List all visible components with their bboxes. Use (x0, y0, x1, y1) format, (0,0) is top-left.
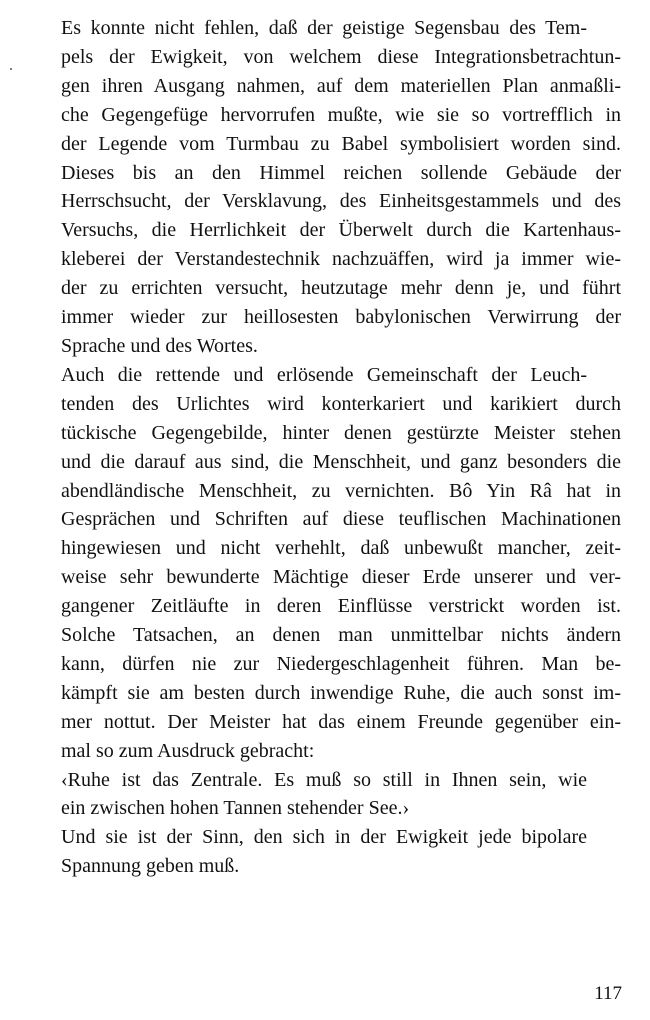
text-line: ‹Ruhe ist das Zentrale. Es muß so still in Ihnen sein, wie (61, 768, 587, 791)
text-line: weise sehr bewunderte Mächtige dieser Erde unserer und ver- (61, 566, 621, 589)
text-line: pels der Ewigkeit, von welchem diese Integrationsbetrachtun- (61, 45, 621, 68)
text-line: Und sie ist der Sinn, den sich in der Ewigkeit jede bipolare (61, 826, 587, 849)
text-line: gangener Zeitläufte in deren Einflüsse verstrickt worden ist. (61, 595, 621, 618)
text-line: hingewiesen und nicht verhehlt, daß unbewußt mancher, zeit- (61, 537, 621, 560)
text-line: Herrschsucht, der Versklavung, des Einheitsgestammels und des (61, 190, 621, 213)
paragraph (27, 766, 621, 824)
text-line: ein zwischen hohen Tannen stehender See.› (61, 797, 410, 820)
text-line: kleberei der Verstandestechnik nachzuäffen, wird ja immer wie- (61, 248, 621, 271)
text-line: der Legende vom Turmbau zu Babel symbolisiert worden sind. (61, 132, 621, 155)
text-line: Sprache und des Wortes. (61, 334, 258, 357)
text-line: kämpft sie am besten durch inwendige Ruhe, die auch sonst im- (61, 681, 621, 704)
scan-speck (10, 68, 12, 70)
text-line: Gesprächen und Schriften auf diese teuflischen Machinationen (61, 508, 621, 531)
page-body (27, 14, 621, 881)
text-line: mal so zum Ausdruck gebracht: (61, 739, 315, 762)
page-number: 117 (594, 983, 622, 1004)
text-line: che Gegengefüge hervorrufen mußte, wie sie so vortrefflich in (61, 103, 621, 126)
text-line: der zu errichten versucht, heutzutage mehr denn je, und führt (61, 277, 621, 300)
text-line: Es konnte nicht fehlen, daß der geistige Segensbau des Tem- (61, 17, 587, 39)
text-line: Solche Tatsachen, an denen man unmittelbar nichts ändern (61, 624, 621, 647)
text-line: tenden des Urlichtes wird konterkariert und karikiert durch (61, 392, 621, 415)
text-line: tückische Gegengebilde, hinter denen gestürzte Meister stehen (61, 421, 621, 444)
text-line: kann, dürfen nie zur Niedergeschlagenheit führen. Man be- (61, 652, 621, 675)
text-line: Versuchs, die Herrlichkeit der Überwelt durch die Kartenhaus- (61, 219, 621, 242)
text-line: gen ihren Ausgang nahmen, auf dem materiellen Plan anmaßli- (61, 74, 621, 97)
text-line: Auch die rettende und erlösende Gemeinschaft der Leuch- (61, 363, 587, 386)
text-line: abendländische Menschheit, zu vernichten. Bô Yin Râ hat in (61, 479, 621, 502)
text-line: Spannung geben muß. (61, 855, 240, 878)
paragraph (27, 361, 621, 766)
text-line: immer wieder zur heillosesten babylonischen Verwirrung der (61, 306, 621, 329)
text-line: und die darauf aus sind, die Menschheit, und ganz besonders die (61, 450, 621, 473)
text-line: Dieses bis an den Himmel reichen sollende Gebäude der (61, 161, 621, 184)
paragraph (27, 14, 621, 361)
paragraph (27, 823, 621, 881)
text-line: mer nottut. Der Meister hat das einem Freunde gegenüber ein- (61, 710, 621, 733)
